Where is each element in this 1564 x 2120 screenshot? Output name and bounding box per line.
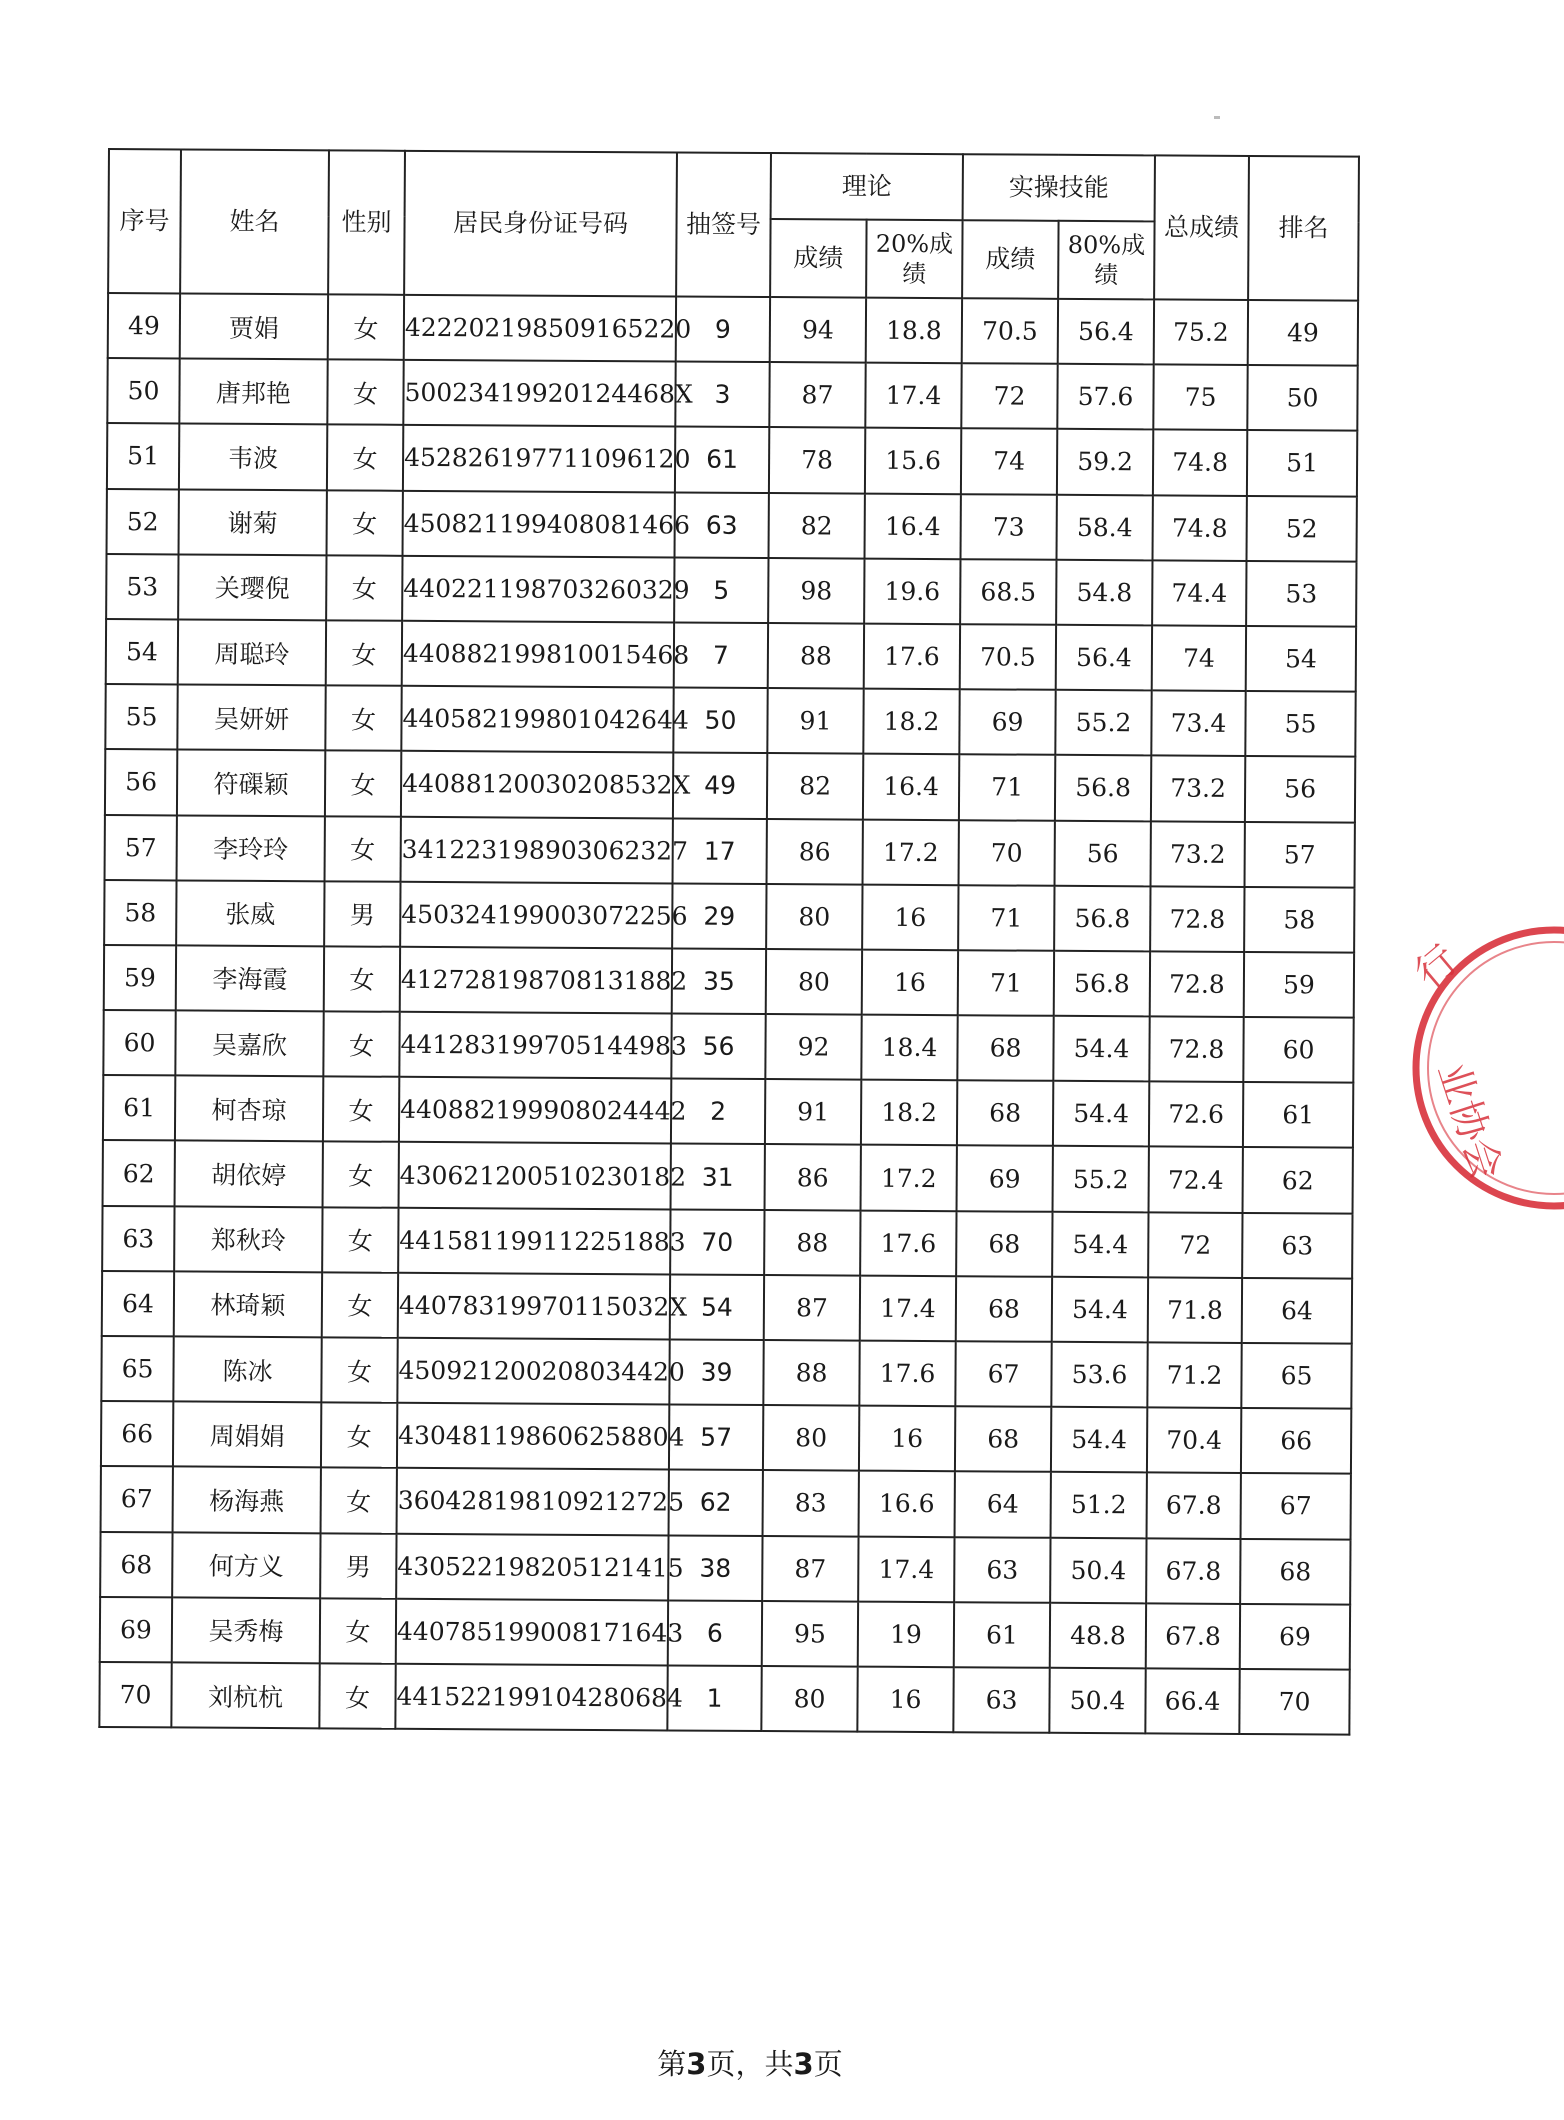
cell-practical-weighted: 57.6 — [1057, 364, 1153, 430]
score-table — [98, 148, 1360, 1736]
cell-gender: 女 — [320, 1598, 396, 1664]
cell-practical-weighted: 55.2 — [1055, 690, 1151, 756]
cell-total-score: 67.8 — [1147, 1473, 1241, 1539]
cell-practical-weighted: 50.4 — [1049, 1668, 1145, 1734]
cell-seq: 63 — [102, 1206, 174, 1272]
cell-draw-number: 38 — [668, 1535, 762, 1601]
header-rank: 排名 — [1248, 156, 1359, 301]
cell-draw-number: 5 — [674, 557, 768, 623]
cell-rank: 49 — [1248, 300, 1358, 366]
cell-rank: 58 — [1244, 887, 1354, 953]
cell-theory-score: 80 — [766, 884, 862, 950]
cell-total-score: 73.2 — [1151, 756, 1245, 822]
cell-practical-weighted: 56.8 — [1054, 951, 1150, 1017]
cell-draw-number: 56 — [671, 1014, 765, 1080]
cell-seq: 54 — [106, 619, 178, 685]
cell-total-score: 71.2 — [1147, 1342, 1241, 1408]
cell-practical-weighted: 55.2 — [1053, 1146, 1149, 1212]
header-practical: 实操技能 — [963, 154, 1155, 221]
cell-rank: 69 — [1240, 1604, 1350, 1670]
cell-rank: 67 — [1241, 1473, 1351, 1539]
cell-seq: 56 — [105, 749, 177, 815]
cell-practical-score: 68 — [956, 1276, 1052, 1342]
cell-practical-score: 70 — [959, 820, 1055, 886]
cell-id-number: 50023419920124468X — [403, 360, 675, 427]
footer-middle: 页，共 — [706, 2047, 794, 2081]
cell-theory-weighted: 17.6 — [860, 1210, 956, 1276]
cell-rank: 52 — [1247, 496, 1357, 562]
cell-theory-weighted: 19 — [858, 1601, 954, 1667]
header-gender: 性别 — [328, 150, 405, 294]
cell-id-number: 441581199112251883 — [398, 1207, 670, 1274]
header-theory: 理论 — [771, 153, 963, 220]
cell-rank: 68 — [1240, 1539, 1350, 1605]
cell-theory-score: 86 — [765, 1144, 861, 1210]
cell-name: 林琦颖 — [174, 1271, 322, 1337]
cell-id-number: 422202198509165220 — [404, 295, 676, 362]
cell-theory-score: 80 — [761, 1666, 857, 1732]
header-id-number: 居民身份证号码 — [404, 151, 677, 297]
cell-rank: 61 — [1243, 1082, 1353, 1148]
cell-id-number: 440785199008171643 — [396, 1599, 668, 1666]
table-row — [101, 1466, 1351, 1539]
cell-id-number: 44088120030208532X — [401, 751, 673, 818]
cell-gender: 女 — [325, 816, 401, 882]
cell-seq: 65 — [101, 1336, 173, 1402]
cell-name: 郑秋玲 — [174, 1206, 322, 1272]
cell-draw-number: 39 — [669, 1339, 763, 1405]
cell-rank: 65 — [1241, 1343, 1351, 1409]
cell-seq: 58 — [104, 880, 176, 946]
cell-name: 谢菊 — [179, 489, 327, 555]
cell-practical-score: 69 — [957, 1146, 1053, 1212]
cell-theory-score: 87 — [764, 1275, 860, 1341]
cell-practical-weighted: 53.6 — [1051, 1342, 1147, 1408]
cell-total-score: 67.8 — [1146, 1538, 1240, 1604]
header-draw-number: 抽签号 — [676, 152, 771, 297]
cell-practical-weighted: 56.4 — [1058, 299, 1154, 365]
table-row — [108, 293, 1358, 366]
cell-name: 陈冰 — [173, 1336, 321, 1402]
cell-total-score: 74.4 — [1152, 560, 1246, 626]
cell-name: 符磲颖 — [177, 750, 325, 816]
cell-theory-weighted: 16 — [862, 884, 958, 950]
table-row — [103, 1075, 1353, 1148]
cell-draw-number: 61 — [675, 427, 769, 493]
cell-practical-score: 63 — [953, 1667, 1049, 1733]
header-row-1 — [109, 149, 1359, 223]
cell-theory-score: 92 — [765, 1014, 861, 1080]
cell-gender: 女 — [327, 490, 403, 556]
cell-practical-weighted: 54.8 — [1056, 560, 1152, 626]
cell-practical-weighted: 54.4 — [1052, 1277, 1148, 1343]
cell-id-number: 430522198205121415 — [396, 1533, 668, 1600]
cell-draw-number: 17 — [673, 818, 767, 884]
cell-gender: 女 — [325, 751, 401, 817]
cell-practical-weighted: 48.8 — [1050, 1603, 1146, 1669]
cell-practical-weighted: 56.8 — [1054, 885, 1150, 951]
cell-name: 韦波 — [179, 424, 327, 490]
cell-gender: 女 — [321, 1468, 397, 1534]
cell-seq: 53 — [106, 554, 178, 620]
cell-theory-score: 82 — [767, 753, 863, 819]
cell-gender: 女 — [321, 1403, 397, 1469]
cell-practical-weighted: 54.4 — [1052, 1211, 1148, 1277]
cell-theory-weighted: 16.4 — [865, 493, 961, 559]
cell-total-score: 70.4 — [1147, 1408, 1241, 1474]
cell-name: 关璎倪 — [178, 554, 326, 620]
cell-gender: 女 — [327, 360, 403, 426]
cell-total-score: 72.8 — [1149, 1016, 1243, 1082]
cell-practical-score: 71 — [958, 950, 1054, 1016]
cell-id-number: 440882199810015468 — [402, 621, 674, 688]
cell-seq: 60 — [103, 1010, 175, 1076]
table-row — [103, 1010, 1353, 1083]
table-row — [102, 1206, 1352, 1279]
cell-theory-score: 82 — [769, 493, 865, 559]
cell-gender: 女 — [323, 1142, 399, 1208]
cell-draw-number: 6 — [668, 1600, 762, 1666]
cell-theory-score: 94 — [770, 297, 866, 363]
cell-practical-score: 68 — [957, 1015, 1053, 1081]
cell-name: 周娟娟 — [173, 1402, 321, 1468]
cell-seq: 57 — [105, 814, 177, 880]
cell-total-score: 67.8 — [1146, 1603, 1240, 1669]
cell-theory-weighted: 16.4 — [863, 754, 959, 820]
cell-id-number: 430481198606258804 — [397, 1403, 669, 1470]
cell-total-score: 71.8 — [1148, 1277, 1242, 1343]
cell-total-score: 75 — [1153, 365, 1247, 431]
table-row — [105, 684, 1355, 757]
cell-rank: 60 — [1243, 1017, 1353, 1083]
cell-practical-score: 68 — [957, 1080, 1053, 1146]
header-practical-weighted: 80%成绩 — [1058, 221, 1154, 300]
cell-draw-number: 54 — [670, 1274, 764, 1340]
cell-gender: 女 — [322, 1272, 398, 1338]
cell-seq: 64 — [102, 1271, 174, 1337]
cell-theory-weighted: 17.4 — [858, 1536, 954, 1602]
cell-practical-score: 74 — [961, 429, 1057, 495]
cell-theory-weighted: 15.6 — [865, 428, 961, 494]
table-row — [102, 1271, 1352, 1344]
cell-practical-weighted: 56.4 — [1056, 625, 1152, 691]
cell-practical-weighted: 54.4 — [1053, 1081, 1149, 1147]
cell-rank: 59 — [1244, 952, 1354, 1018]
cell-practical-score: 71 — [959, 755, 1055, 821]
cell-gender: 男 — [320, 1533, 396, 1599]
cell-seq: 52 — [107, 489, 179, 555]
cell-theory-weighted: 18.4 — [861, 1015, 957, 1081]
cell-practical-weighted: 58.4 — [1057, 494, 1153, 560]
cell-id-number: 440582199801042644 — [401, 686, 673, 753]
score-rows — [99, 293, 1358, 1735]
cell-theory-score: 87 — [762, 1536, 858, 1602]
cell-seq: 59 — [104, 945, 176, 1011]
header-name: 姓名 — [180, 149, 329, 294]
cell-name: 唐邦艳 — [179, 359, 327, 425]
cell-draw-number: 70 — [670, 1209, 764, 1275]
cell-theory-score: 86 — [767, 819, 863, 885]
cell-seq: 50 — [107, 358, 179, 424]
cell-seq: 61 — [103, 1075, 175, 1141]
cell-rank: 62 — [1243, 1147, 1353, 1213]
table-row — [104, 880, 1354, 953]
cell-theory-weighted: 17.6 — [864, 624, 960, 690]
cell-total-score: 72.6 — [1149, 1082, 1243, 1148]
cell-draw-number: 35 — [672, 948, 766, 1014]
cell-name: 吴妍妍 — [177, 685, 325, 751]
cell-rank: 66 — [1241, 1408, 1351, 1474]
cell-name: 贾娟 — [180, 293, 328, 359]
cell-gender: 女 — [322, 1207, 398, 1273]
cell-gender: 女 — [323, 1077, 399, 1143]
cell-practical-score: 70.5 — [962, 298, 1058, 364]
cell-total-score: 66.4 — [1145, 1668, 1239, 1734]
cell-theory-weighted: 16.6 — [859, 1471, 955, 1537]
cell-seq: 70 — [99, 1662, 171, 1728]
cell-total-score: 74 — [1152, 625, 1246, 691]
seal-partial-char: 行 — [1406, 936, 1468, 998]
cell-id-number: 412728198708131882 — [400, 947, 672, 1014]
cell-practical-weighted: 54.4 — [1053, 1016, 1149, 1082]
table-row — [105, 814, 1355, 887]
cell-name: 周聪玲 — [178, 619, 326, 685]
table-row — [104, 945, 1354, 1018]
cell-id-number: 441283199705144983 — [399, 1012, 671, 1079]
cell-gender: 女 — [325, 685, 401, 751]
cell-theory-weighted: 18.2 — [863, 689, 959, 755]
cell-practical-score: 61 — [954, 1602, 1050, 1668]
cell-draw-number: 49 — [673, 753, 767, 819]
cell-id-number: 44078319970115032X — [398, 1273, 670, 1340]
table-row — [100, 1597, 1350, 1670]
cell-rank: 57 — [1245, 821, 1355, 887]
cell-seq: 69 — [100, 1597, 172, 1663]
table-row — [105, 749, 1355, 822]
cell-theory-score: 88 — [764, 1210, 860, 1276]
scan-speck — [1214, 116, 1220, 119]
cell-theory-score: 88 — [763, 1340, 859, 1406]
cell-practical-weighted: 51.2 — [1051, 1472, 1147, 1538]
cell-name: 胡依婷 — [175, 1141, 323, 1207]
table-row — [107, 358, 1357, 431]
cell-practical-weighted: 50.4 — [1050, 1537, 1146, 1603]
cell-seq: 55 — [105, 684, 177, 750]
cell-practical-weighted: 54.4 — [1051, 1407, 1147, 1473]
cell-theory-weighted: 18.8 — [866, 298, 962, 364]
cell-gender: 女 — [326, 555, 402, 621]
cell-practical-weighted: 56 — [1055, 820, 1151, 886]
cell-total-score: 72.4 — [1149, 1147, 1243, 1213]
cell-total-score: 75.2 — [1154, 299, 1248, 365]
header-theory-score: 成绩 — [770, 219, 866, 298]
cell-theory-weighted: 16 — [862, 949, 958, 1015]
cell-rank: 51 — [1247, 430, 1357, 496]
table-row — [100, 1532, 1350, 1605]
header-total: 总成绩 — [1154, 155, 1249, 300]
cell-seq: 68 — [100, 1532, 172, 1598]
cell-name: 李海霞 — [176, 945, 324, 1011]
cell-rank: 64 — [1242, 1278, 1352, 1344]
cell-draw-number: 2 — [671, 1079, 765, 1145]
footer-suffix: 页 — [813, 2047, 843, 2081]
cell-theory-score: 98 — [768, 558, 864, 624]
cell-theory-score: 95 — [762, 1601, 858, 1667]
cell-total-score: 72.8 — [1150, 886, 1244, 952]
table-row — [106, 554, 1356, 627]
cell-practical-score: 68 — [955, 1406, 1051, 1472]
table-row — [107, 423, 1357, 496]
cell-total-score: 72 — [1148, 1212, 1242, 1278]
cell-gender: 女 — [321, 1337, 397, 1403]
cell-id-number: 440882199908024442 — [399, 1077, 671, 1144]
cell-theory-weighted: 16 — [859, 1406, 955, 1472]
cell-rank: 55 — [1245, 691, 1355, 757]
cell-rank: 54 — [1246, 626, 1356, 692]
cell-theory-weighted: 17.2 — [861, 1145, 957, 1211]
cell-theory-weighted: 19.6 — [864, 558, 960, 624]
cell-theory-score: 80 — [763, 1405, 859, 1471]
score-sheet — [108, 148, 1360, 1728]
seal-text: 业协会 — [1428, 1056, 1510, 1186]
cell-id-number: 440221198703260329 — [402, 556, 674, 623]
cell-name: 李玲玲 — [177, 815, 325, 881]
cell-practical-score: 70.5 — [960, 624, 1056, 690]
footer-page-number: 3 — [686, 2047, 707, 2081]
footer-total-pages: 3 — [793, 2047, 814, 2081]
cell-theory-score: 87 — [769, 362, 865, 428]
cell-gender: 女 — [328, 294, 404, 360]
cell-seq: 51 — [107, 423, 179, 489]
page-footer — [0, 2042, 1500, 2083]
cell-id-number: 450324199003072256 — [400, 881, 672, 948]
cell-gender: 女 — [327, 425, 403, 491]
cell-practical-weighted: 59.2 — [1057, 429, 1153, 495]
cell-name: 何方义 — [172, 1532, 320, 1598]
cell-practical-score: 73 — [961, 494, 1057, 560]
header-practical-score: 成绩 — [962, 220, 1058, 299]
cell-total-score: 73.4 — [1151, 691, 1245, 757]
cell-name: 吴嘉欣 — [175, 1010, 323, 1076]
cell-practical-score: 67 — [955, 1341, 1051, 1407]
cell-name: 张威 — [176, 880, 324, 946]
cell-seq: 49 — [108, 293, 180, 359]
cell-name: 吴秀梅 — [172, 1597, 320, 1663]
cell-rank: 56 — [1245, 756, 1355, 822]
table-row — [99, 1662, 1349, 1735]
cell-theory-score: 78 — [769, 427, 865, 493]
cell-name: 柯杏琼 — [175, 1076, 323, 1142]
cell-draw-number: 29 — [672, 883, 766, 949]
cell-practical-score: 69 — [959, 689, 1055, 755]
cell-practical-score: 72 — [961, 363, 1057, 429]
cell-draw-number: 57 — [669, 1405, 763, 1471]
cell-seq: 67 — [101, 1466, 173, 1532]
cell-id-number: 452826197711096120 — [403, 425, 675, 492]
cell-draw-number: 1 — [667, 1665, 761, 1731]
cell-practical-score: 63 — [954, 1537, 1050, 1603]
cell-draw-number: 62 — [669, 1470, 763, 1536]
cell-rank: 53 — [1246, 561, 1356, 627]
table-row — [101, 1401, 1351, 1474]
official-seal — [1404, 918, 1564, 1218]
header-theory-weighted: 20%成绩 — [866, 220, 962, 299]
table-row — [103, 1140, 1353, 1213]
table-row — [101, 1336, 1351, 1409]
footer-prefix: 第 — [657, 2047, 687, 2081]
cell-theory-weighted: 17.4 — [860, 1275, 956, 1341]
cell-theory-weighted: 17.6 — [859, 1341, 955, 1407]
cell-theory-score: 91 — [767, 688, 863, 754]
cell-id-number: 450921200208034420 — [397, 1338, 669, 1405]
cell-seq: 62 — [103, 1140, 175, 1206]
cell-theory-weighted: 17.4 — [865, 363, 961, 429]
cell-draw-number: 50 — [673, 688, 767, 754]
cell-practical-score: 68 — [956, 1211, 1052, 1277]
cell-seq: 66 — [101, 1401, 173, 1467]
cell-practical-score: 64 — [955, 1472, 1051, 1538]
cell-rank: 63 — [1242, 1213, 1352, 1279]
cell-theory-score: 83 — [763, 1470, 859, 1536]
cell-rank: 50 — [1247, 365, 1357, 431]
cell-total-score: 74.8 — [1153, 430, 1247, 496]
header-seq: 序号 — [108, 149, 181, 293]
cell-total-score: 73.2 — [1151, 821, 1245, 887]
cell-theory-score: 88 — [768, 623, 864, 689]
table-row — [106, 619, 1356, 692]
cell-practical-score: 71 — [958, 885, 1054, 951]
cell-rank: 70 — [1239, 1669, 1349, 1735]
cell-draw-number: 7 — [674, 622, 768, 688]
cell-total-score: 72.8 — [1150, 951, 1244, 1017]
cell-id-number: 341223198903062327 — [401, 816, 673, 883]
cell-total-score: 74.8 — [1153, 495, 1247, 561]
cell-theory-score: 80 — [766, 949, 862, 1015]
cell-draw-number: 9 — [676, 296, 770, 362]
table-row — [107, 489, 1357, 562]
cell-id-number: 441522199104280684 — [395, 1664, 667, 1731]
cell-gender: 女 — [319, 1663, 395, 1729]
cell-id-number: 360428198109212725 — [397, 1468, 669, 1535]
cell-gender: 女 — [324, 946, 400, 1012]
cell-name: 刘杭杭 — [171, 1662, 319, 1728]
cell-draw-number: 3 — [675, 362, 769, 428]
cell-practical-weighted: 56.8 — [1055, 755, 1151, 821]
cell-gender: 女 — [323, 1011, 399, 1077]
cell-draw-number: 31 — [671, 1144, 765, 1210]
cell-id-number: 450821199408081466 — [403, 490, 675, 557]
cell-id-number: 430621200510230182 — [399, 1142, 671, 1209]
cell-theory-score: 91 — [765, 1079, 861, 1145]
cell-theory-weighted: 18.2 — [861, 1080, 957, 1146]
cell-gender: 男 — [324, 881, 400, 947]
cell-theory-weighted: 17.2 — [863, 819, 959, 885]
cell-name: 杨海燕 — [173, 1467, 321, 1533]
cell-gender: 女 — [326, 620, 402, 686]
cell-theory-weighted: 16 — [857, 1667, 953, 1733]
cell-practical-score: 68.5 — [960, 559, 1056, 625]
cell-draw-number: 63 — [675, 492, 769, 558]
